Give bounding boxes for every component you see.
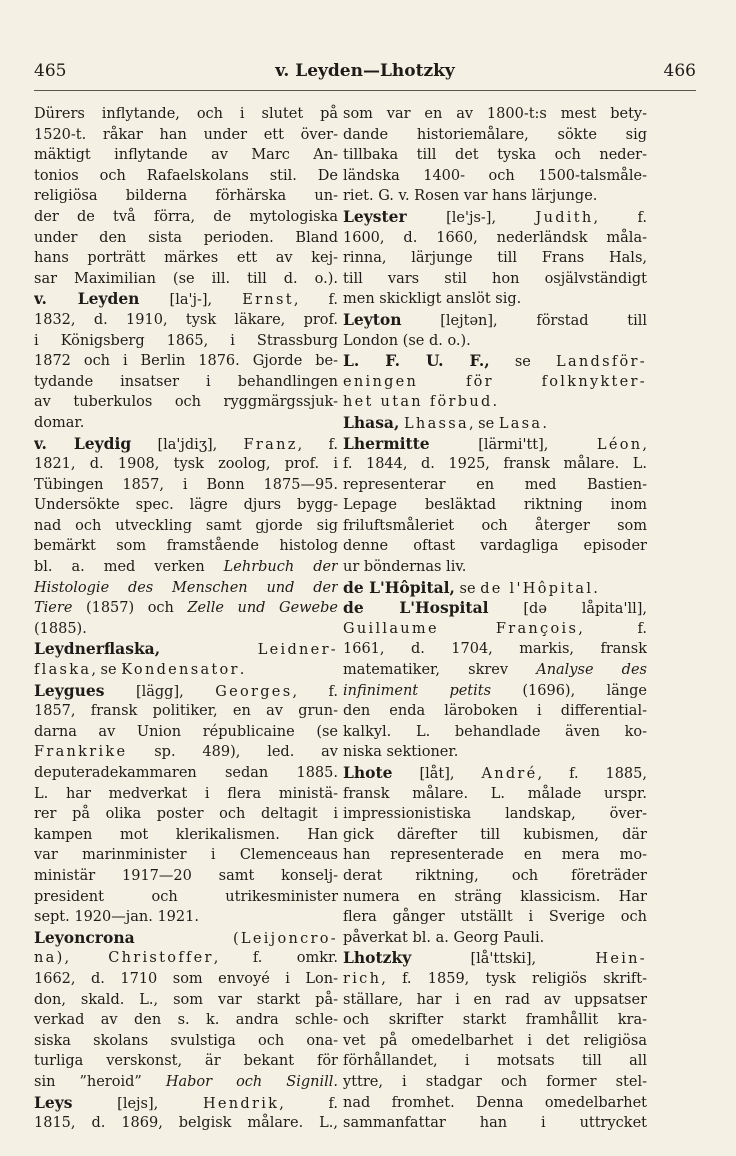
text-line [343,475,647,496]
text-run: president och utrikesminister [34,888,338,905]
text-run: L. har medverkat i flera ministä- [34,785,338,802]
right-column [343,104,647,1144]
text-line [343,166,647,187]
text-line [34,310,338,331]
text-run: sp. 489), led. av [127,744,338,761]
text-line [343,248,647,269]
text-run: yttre, i stadgar och former stel- [343,1073,647,1090]
text-line [34,207,338,228]
text-run: Ernst [242,292,294,309]
text-line [343,701,647,722]
text-run: rich [343,970,382,987]
text-run: impressionistiska landskap, över- [343,806,647,823]
text-line [34,166,338,187]
text-run: na), [34,950,109,967]
text-line [343,1093,647,1114]
left-column [34,104,338,1144]
text-run: han representerade en mera mo- [343,847,647,864]
text-line [34,413,338,434]
text-run: 1520-t. råkar han under ett över- [34,126,338,143]
text-line [343,742,647,763]
text-run: tydande insatser i behandlingen [34,373,338,390]
text-run: sept. 1920—jan. 1921. [34,909,199,926]
text-run: Kondensator [121,662,240,679]
text-run: hans porträtt märkes ett av kej- [34,250,338,267]
text-run: Undersökte spec. lägre djurs bygg- [34,497,338,514]
text-line [343,557,647,578]
text-run: darna av Union républicaine (se [34,723,338,740]
text-line [34,681,338,702]
text-run: sin ”heroid” [34,1073,166,1090]
text-line [34,516,338,537]
text-line [343,990,647,1011]
text-run: f. 1844, d. 1925, fransk målare. L. [343,456,647,473]
text-line [34,907,338,928]
text-line [34,619,338,640]
text-run: Hendrik [202,1095,280,1112]
text-line [34,825,338,846]
text-run: 1600, d. 1660, nederländsk måla- [343,229,647,246]
text-line [343,392,647,413]
text-run: fransk målare. L. målade urspr. [343,785,647,802]
text-line [343,722,647,743]
text-line [343,639,647,660]
text-run: nad fromhet. Denna omedelbarhet [343,1094,647,1111]
entry-headword: Lhote [343,763,393,782]
text-run: till vars stil hon osjälvständigt [343,270,647,287]
text-run: nad och utveckling samt gjorde sig [34,517,338,534]
text-run: het utan förbud [343,394,493,411]
entry-headword: Leys [34,1092,73,1112]
text-run: kampen mot klerikalismen. Han [34,826,338,843]
text-run: riet. G. v. Rosen var hans lärjunge. [343,188,598,205]
page-header [34,60,696,90]
text-run: [le'js-], [406,209,536,226]
header-rule [34,90,696,91]
text-run: [la'jdiʒ], [131,436,244,453]
text-line [34,495,338,516]
text-run: religiösa bilderna förhärska un- [34,188,338,205]
text-line [34,557,338,578]
text-line [34,722,338,743]
text-run: [də låpita'll], [488,601,647,618]
text-run: den enda läroboken i differential- [343,703,647,720]
text-run: [lärmi'tt], [429,436,597,453]
entry-headword: Leydnerflaska, [34,639,161,659]
text-line [34,742,338,763]
text-line [343,804,647,825]
text-run: turliga verskonst, är bekant för [34,1053,338,1070]
text-run: . [239,662,245,679]
text-run: domar. [34,414,85,431]
text-run: , f. [297,436,338,453]
text-line [343,495,647,516]
text-run: Landsför- [556,354,647,371]
text-line [34,1031,338,1052]
text-line [34,454,338,475]
text-line [343,866,647,887]
text-line [343,1051,647,1072]
text-run: Lhassa [404,415,469,432]
text-run: , f. [279,1095,338,1112]
text-run: 1872 och i Berlin 1876. Gjorde be- [34,353,338,370]
text-run: mäktigt inflytande av Marc An- [34,147,338,164]
text-run: bemärkt som framstående histolog [34,538,338,555]
text-run: tillbaka till det tyska och neder- [343,147,647,164]
text-run: Analyse des [536,662,647,679]
text-line [34,248,338,269]
text-run [135,931,233,947]
text-run: Tübingen 1857, i Bonn 1875—95. [34,476,338,493]
text-line [34,392,338,413]
text-run: flaska [34,662,92,679]
text-line [343,269,647,290]
text-line [34,784,338,805]
text-line [34,1072,338,1093]
text-run: 1662, d. 1710 som envoyé i Lon- [34,970,338,987]
text-line [343,784,647,805]
text-line [34,639,338,660]
text-run: 1661, d. 1704, markis, fransk [343,641,647,658]
text-line [34,145,338,166]
text-run: [låt], [392,766,482,782]
text-run [160,642,258,658]
text-line [34,578,338,599]
page-number-right: 466 [663,61,696,81]
text-run: var marinminister i Clemenceaus [34,847,338,864]
page-number-left: 465 [34,61,67,81]
text-line [343,1113,647,1134]
text-run: rinna, lärjunge till Frans Hals, [343,250,647,267]
text-line [34,1010,338,1031]
text-run: Hein- [595,951,647,968]
text-line [343,825,647,846]
text-line [34,804,338,825]
entry-headword: Lhotzky [343,948,412,968]
text-run: , f. [292,683,338,700]
text-run: der de två förra, de mytologiska [34,208,338,225]
text-run: London (se d. o.). [343,332,471,349]
text-run: som var en av 1800-t:s mest bety- [343,106,647,122]
text-run: don, skald. L., som var starkt på- [34,991,338,1008]
text-run: Judith [535,209,594,226]
text-line [343,907,647,928]
text-line [34,186,338,207]
entry-headword: de L'Hospital [343,598,489,618]
entry-headword: Leyoncrona [34,927,135,947]
text-line [34,269,338,290]
text-run: Zelle und Gewebe [187,600,338,617]
text-line [343,763,647,784]
text-run: André [481,766,538,782]
text-run: representerar en med Bastien- [343,476,647,493]
text-run: Dürers inflytande, och i slutet på [34,106,338,122]
text-run: , f. [578,620,647,637]
text-line [343,413,647,434]
text-line [34,866,338,887]
text-run: 1832, d. 1910, tysk läkare, prof. [34,311,338,328]
text-line [34,372,338,393]
text-run: numera en sträng klassicism. Har [343,888,647,905]
text-run: verkad av den s. k. andra schle- [34,1012,338,1029]
text-run: Lehrbuch der [223,559,338,576]
text-run: men skickligt anslöt sig. [343,291,522,308]
text-run: förhållandet, i motsats till all [343,1053,647,1070]
text-run: Tiere [34,600,73,617]
text-run: (Leijoncro- [232,930,338,947]
text-run: (1696), länge [491,682,647,699]
entry-headword: de L'Hôpital, [343,577,455,597]
text-line [343,598,647,619]
text-run: . [593,580,598,597]
text-run: se [454,580,481,597]
text-run: flera gånger utställt i Sverige och [343,909,647,926]
text-run: Lasa [498,415,543,432]
text-line [343,228,647,249]
text-run: (1885). [34,620,87,637]
text-run: dande historiemålare, sökte sig [343,126,647,143]
text-run: under den sista perioden. Bland [34,229,338,246]
text-line [34,660,338,681]
text-run: denne oftast vardagliga episoder [343,538,647,555]
text-line [343,948,647,969]
text-line [343,310,647,331]
text-line [343,536,647,557]
text-run: [lejs], [72,1095,203,1112]
text-line [343,186,647,207]
text-run: Leidner- [257,642,338,659]
entry-headword: L. F. U. F., [343,351,490,371]
text-run: gick därefter till kubismen, där [343,826,647,843]
text-run: 1815, d. 1869, belgisk målare. L., [34,1115,338,1132]
entry-headword: v. Leydig [34,433,132,453]
text-run: , f. [293,292,338,309]
text-run: niska sektioner. [343,744,459,761]
text-run: derat riktning, och företräder [343,867,647,884]
text-run: 1857, fransk politiker, en av grun- [34,703,338,720]
text-line [34,536,338,557]
text-run: Histologie des Menschen und der [34,579,338,596]
text-run: [lejtən], förstad till [401,312,647,329]
text-line [343,434,647,455]
text-run: rer på olika poster och deltagit i [34,806,338,823]
text-line [343,845,647,866]
text-line [343,969,647,990]
text-run: , se [91,662,122,679]
text-run: deputeradekammaren sedan 1885. [34,765,338,781]
text-line [34,845,338,866]
entry-headword: v. Leyden [34,289,140,309]
text-run: [la'j-], [139,292,243,309]
text-line [34,104,338,125]
text-line [34,928,338,949]
text-run: , f. 1859, tysk religiös skrift- [381,970,647,987]
text-line [34,475,338,496]
text-line [34,228,338,249]
text-run: ländska 1400- och 1500-talsmåle- [343,167,647,184]
text-line [34,434,338,455]
text-run: 1821, d. 1908, tysk zoolog, prof. i [34,456,338,473]
text-line [343,1010,647,1031]
text-line [343,516,647,537]
text-line [34,331,338,352]
text-line [343,372,647,393]
text-line [343,660,647,681]
entry-headword: Leyster [343,206,407,226]
text-run: sar Maximilian (se ill. till d. o.). [34,270,338,287]
text-run: Christoffer [108,950,214,967]
text-run: Habor och Signill. [165,1073,338,1090]
text-run: . [542,415,547,432]
text-line [343,454,647,475]
text-line [343,207,647,228]
text-line [343,928,647,949]
text-run: Lepage besläktad riktning inom [343,497,647,514]
text-run: . [492,394,498,411]
text-line [343,125,647,146]
text-run: påverkat bl. a. Georg Pauli. [343,929,545,946]
text-run: matematiker, skrev [343,662,537,679]
text-run: Guillaume François [343,620,579,637]
text-run: ministär 1917—20 samt konselj- [34,867,338,884]
text-run: , se [468,415,499,432]
text-line [343,1031,647,1052]
text-line [34,125,338,146]
text-line [343,887,647,908]
text-line [343,1072,647,1093]
text-run: ställare, har i en rad av uppsatser [343,991,647,1008]
text-run: de l'Hôpital [480,580,594,597]
text-run: i Königsberg 1865, i Strassburg [34,332,338,349]
text-run: Frankrike [34,744,128,761]
text-line [34,701,338,722]
text-run: tonios och Rafaelskolans stil. De [34,167,338,184]
text-line [34,763,338,784]
text-run: Franz [243,436,298,453]
text-line [34,1113,338,1134]
entry-headword: Leygues [34,680,105,700]
text-run: , f. [593,209,647,226]
text-line [34,289,338,310]
text-line [34,1051,338,1072]
text-run: bl. a. med verken [34,559,224,576]
text-run: friluftsmåleriet och återger som [343,517,647,534]
text-run: Léon [596,436,643,453]
text-line [34,948,338,969]
text-line [34,990,338,1011]
text-run: vet på omedelbarhet i det religiösa [343,1032,647,1049]
text-line [343,331,647,352]
entry-headword: Leyton [343,309,402,329]
text-run: , f. 1885, [537,766,647,782]
text-run: se [489,354,557,371]
text-line [34,969,338,990]
entry-headword: Lhasa, [343,412,400,432]
text-line [343,145,647,166]
text-line [343,351,647,372]
text-line [343,681,647,702]
text-run: sammanfattar han i uttrycket [343,1115,647,1132]
text-line [34,887,338,908]
text-line [34,598,338,619]
text-run: ur böndernas liv. [343,559,467,576]
text-run: eningen för folknykter- [343,373,647,390]
text-line [343,289,647,310]
running-title: v. Leyden—Lhotzky [275,61,455,81]
text-run: siska skolans svulstiga och ona- [34,1032,338,1049]
text-run: infiniment petits [343,682,492,699]
text-line [343,578,647,599]
text-run: av tuberkulos och ryggmärgssjuk- [34,394,338,411]
text-run: Georges [215,683,293,700]
text-line [343,104,647,125]
text-line [34,351,338,372]
text-line [343,619,647,640]
entry-headword: Lhermitte [343,433,430,453]
text-run: kalkyl. L. behandlade även ko- [343,723,647,740]
text-run: och skrifter starkt framhållit kra- [343,1012,647,1029]
text-run: , f. omkr. [213,950,338,967]
text-run: [lå'ttski], [411,951,596,968]
text-run: (1857) och [72,600,188,617]
text-run: , [642,436,647,453]
text-line [34,1093,338,1114]
text-run: [lägg], [104,683,216,700]
